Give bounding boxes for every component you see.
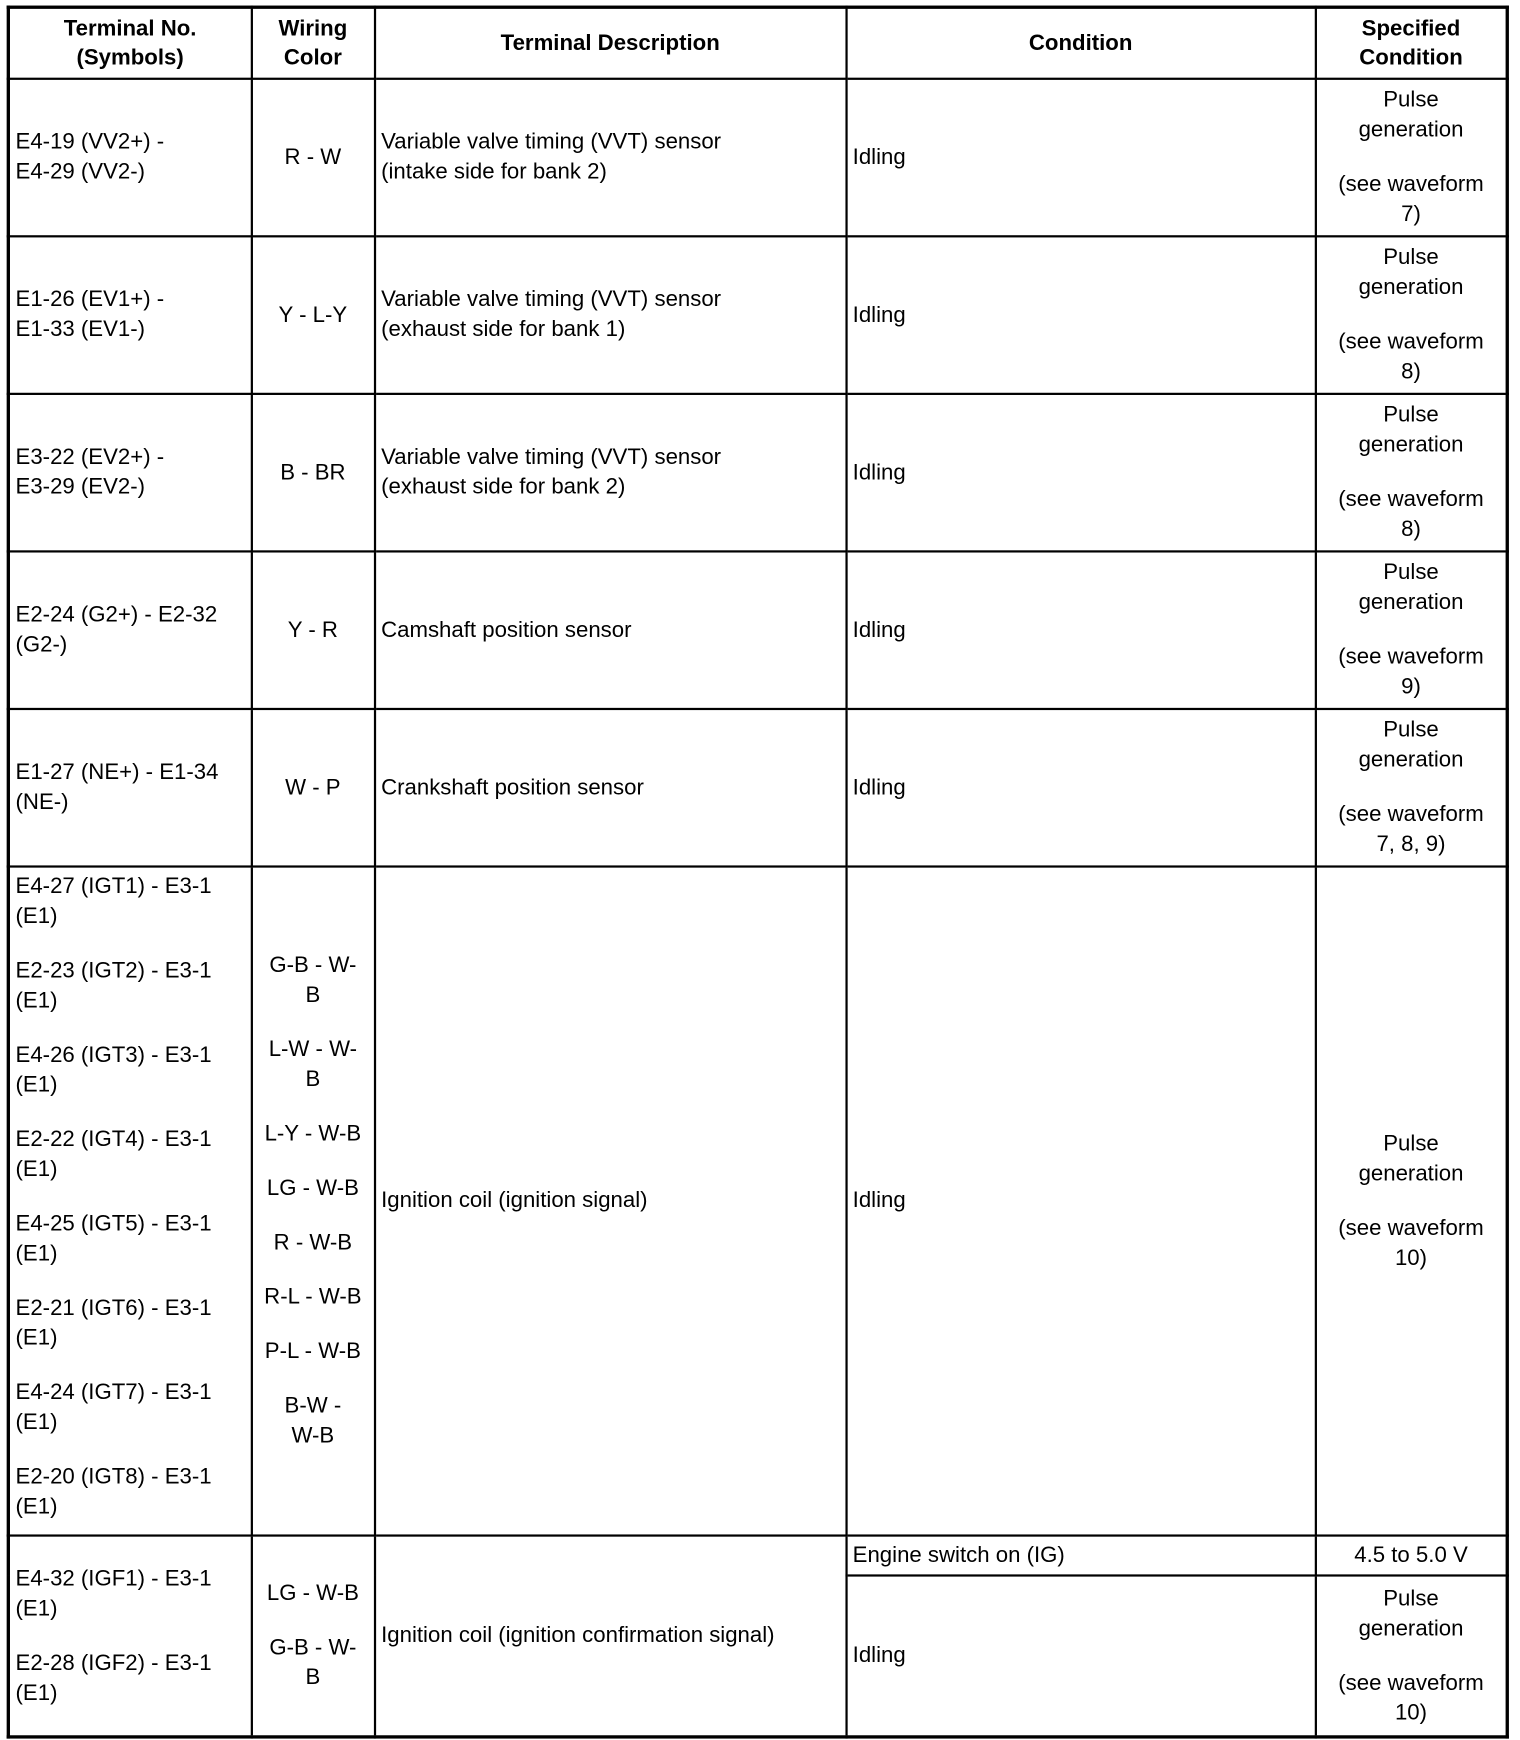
specified-condition-cell bbox=[1315, 79, 1507, 237]
wiring-color-text: B-W - W-B bbox=[284, 1393, 342, 1448]
wiring-color-cell: W - P bbox=[251, 709, 374, 867]
terminal-text: (G2-) bbox=[15, 632, 68, 657]
terminal-text: E2-20 (IGT8) - E3-1 (E1) bbox=[15, 1464, 212, 1519]
wiring-color-text: LG - W-B bbox=[266, 1176, 359, 1201]
description-cell bbox=[374, 709, 846, 867]
condition-cell: Idling bbox=[846, 394, 1315, 552]
terminal-cell bbox=[8, 394, 251, 552]
terminal-text: E2-22 (IGT4) - E3-1 (E1) bbox=[15, 1127, 212, 1182]
spec-text: Pulse generation bbox=[1358, 245, 1464, 300]
wiring-color-cell: Y - R bbox=[251, 551, 374, 709]
spec-text: (see waveform 9) bbox=[1338, 644, 1484, 699]
terminal-text: E3-29 (EV2-) bbox=[15, 474, 146, 500]
header-condition: Condition bbox=[846, 7, 1315, 79]
spec-text: (see waveform 8) bbox=[1338, 487, 1484, 542]
table-row bbox=[8, 236, 1507, 394]
wiring-color-cell bbox=[251, 1536, 374, 1737]
wiring-color-cell bbox=[251, 867, 374, 1536]
description-cell bbox=[374, 394, 846, 552]
spec-text: (see waveform 7, 8, 9) bbox=[1338, 802, 1484, 857]
description-text: (exhaust side for bank 2) bbox=[381, 474, 626, 500]
wiring-color-cell: Y - L-Y bbox=[251, 236, 374, 394]
terminal-text: E1-27 (NE+) - E1-34 bbox=[15, 760, 219, 785]
spec-text: Pulse generation bbox=[1358, 717, 1464, 773]
terminal-text: E4-24 (IGT7) - E3-1 (E1) bbox=[15, 1380, 212, 1435]
terminal-text: E4-32 (IGF1) - E3-1 (E1) bbox=[15, 1566, 212, 1621]
table-row-ignition-coil bbox=[8, 867, 1507, 1536]
description-text: (exhaust side for bank 1) bbox=[381, 317, 626, 342]
wiring-color-text: G-B - W-B bbox=[269, 953, 357, 1008]
table-header-row bbox=[8, 7, 1507, 79]
terminal-text: (NE-) bbox=[15, 789, 69, 815]
specified-condition-cell bbox=[1315, 394, 1507, 552]
description-text: (intake side for bank 2) bbox=[381, 159, 607, 185]
wiring-color-text: R - W-B bbox=[273, 1230, 353, 1255]
terminal-text: E4-26 (IGT3) - E3-1 (E1) bbox=[15, 1042, 212, 1098]
description-text: Variable valve timing (VVT) sensor bbox=[381, 287, 722, 312]
condition-cell: Idling bbox=[846, 709, 1315, 867]
wiring-color-text: LG - W-B bbox=[266, 1581, 359, 1606]
ecm-terminal-table bbox=[7, 6, 1509, 1739]
terminal-text: E4-25 (IGT5) - E3-1 (E1) bbox=[15, 1211, 212, 1266]
description-cell: Ignition coil (ignition signal) bbox=[374, 867, 846, 1536]
terminal-text: E2-21 (IGT6) - E3-1 (E1) bbox=[15, 1295, 212, 1351]
description-cell: Ignition coil (ignition confirmation signal) bbox=[374, 1536, 846, 1737]
specified-condition-cell bbox=[1315, 709, 1507, 867]
table-row bbox=[8, 709, 1507, 867]
terminal-cell bbox=[8, 867, 251, 1536]
wiring-color-cell: B - BR bbox=[251, 394, 374, 552]
terminal-text: E3-22 (EV2+) - bbox=[15, 444, 165, 470]
header-terminal-description: Terminal Description bbox=[374, 7, 846, 79]
terminal-cell bbox=[8, 551, 251, 709]
specified-condition-cell bbox=[1315, 551, 1507, 709]
wiring-color-text: P-L - W-B bbox=[264, 1339, 361, 1364]
condition-cell: Idling bbox=[846, 1575, 1315, 1736]
table-row bbox=[8, 551, 1507, 709]
specified-condition-cell bbox=[1315, 1575, 1507, 1736]
terminal-text: E1-33 (EV1-) bbox=[15, 317, 146, 342]
wiring-color-text: G-B - W-B bbox=[269, 1635, 357, 1690]
spec-text: (see waveform 7) bbox=[1338, 171, 1484, 227]
terminal-text: E4-27 (IGT1) - E3-1 (E1) bbox=[15, 874, 212, 929]
terminal-text: E4-19 (VV2+) - bbox=[15, 129, 165, 155]
condition-cell: Idling bbox=[846, 79, 1315, 237]
condition-cell: Engine switch on (IG) bbox=[846, 1536, 1315, 1576]
description-text: Variable valve timing (VVT) sensor bbox=[381, 129, 722, 155]
header-specified-condition: Specified Condition bbox=[1315, 7, 1507, 79]
terminal-cell bbox=[8, 79, 251, 237]
wiring-color-text: R-L - W-B bbox=[264, 1284, 362, 1310]
description-text: Camshaft position sensor bbox=[381, 617, 632, 642]
condition-cell: Idling bbox=[846, 551, 1315, 709]
spec-text: Pulse generation bbox=[1358, 402, 1464, 458]
condition-cell: Idling bbox=[846, 236, 1315, 394]
specified-condition-cell: 4.5 to 5.0 V bbox=[1315, 1536, 1507, 1576]
terminal-text: E1-26 (EV1+) - bbox=[15, 287, 165, 312]
terminal-text: E4-29 (VV2-) bbox=[15, 159, 146, 185]
description-text: Crankshaft position sensor bbox=[381, 774, 644, 800]
specified-condition-cell bbox=[1315, 867, 1507, 1536]
spec-text: Pulse generation bbox=[1358, 1131, 1464, 1186]
spec-text: Pulse generation bbox=[1358, 560, 1464, 615]
description-cell bbox=[374, 551, 846, 709]
spec-text: (see waveform 10) bbox=[1338, 1215, 1484, 1270]
header-wiring-color: Wiring Color bbox=[251, 7, 374, 79]
description-text: Variable valve timing (VVT) sensor bbox=[381, 444, 722, 470]
description-cell bbox=[374, 236, 846, 394]
spec-text: Pulse generation bbox=[1358, 87, 1464, 143]
wiring-color-text: L-Y - W-B bbox=[264, 1121, 362, 1147]
terminal-text: E2-28 (IGF2) - E3-1 (E1) bbox=[15, 1650, 212, 1705]
wiring-color-text: L-W - W-B bbox=[268, 1037, 358, 1092]
spec-text: Pulse generation bbox=[1358, 1586, 1464, 1641]
table-row-ignition-confirmation bbox=[8, 1536, 1507, 1576]
terminal-cell bbox=[8, 709, 251, 867]
condition-cell: Idling bbox=[846, 867, 1315, 1536]
table-row bbox=[8, 79, 1507, 237]
specified-condition-cell bbox=[1315, 236, 1507, 394]
terminal-cell bbox=[8, 236, 251, 394]
terminal-text: E2-23 (IGT2) - E3-1 (E1) bbox=[15, 958, 212, 1013]
spec-text: (see waveform 8) bbox=[1338, 329, 1484, 384]
header-terminal: Terminal No. (Symbols) bbox=[8, 7, 251, 79]
terminal-text: E2-24 (G2+) - E2-32 bbox=[15, 602, 218, 627]
terminal-cell bbox=[8, 1536, 251, 1737]
description-cell bbox=[374, 79, 846, 237]
table-row bbox=[8, 394, 1507, 552]
spec-text: (see waveform 10) bbox=[1338, 1670, 1484, 1725]
wiring-color-cell: R - W bbox=[251, 79, 374, 237]
